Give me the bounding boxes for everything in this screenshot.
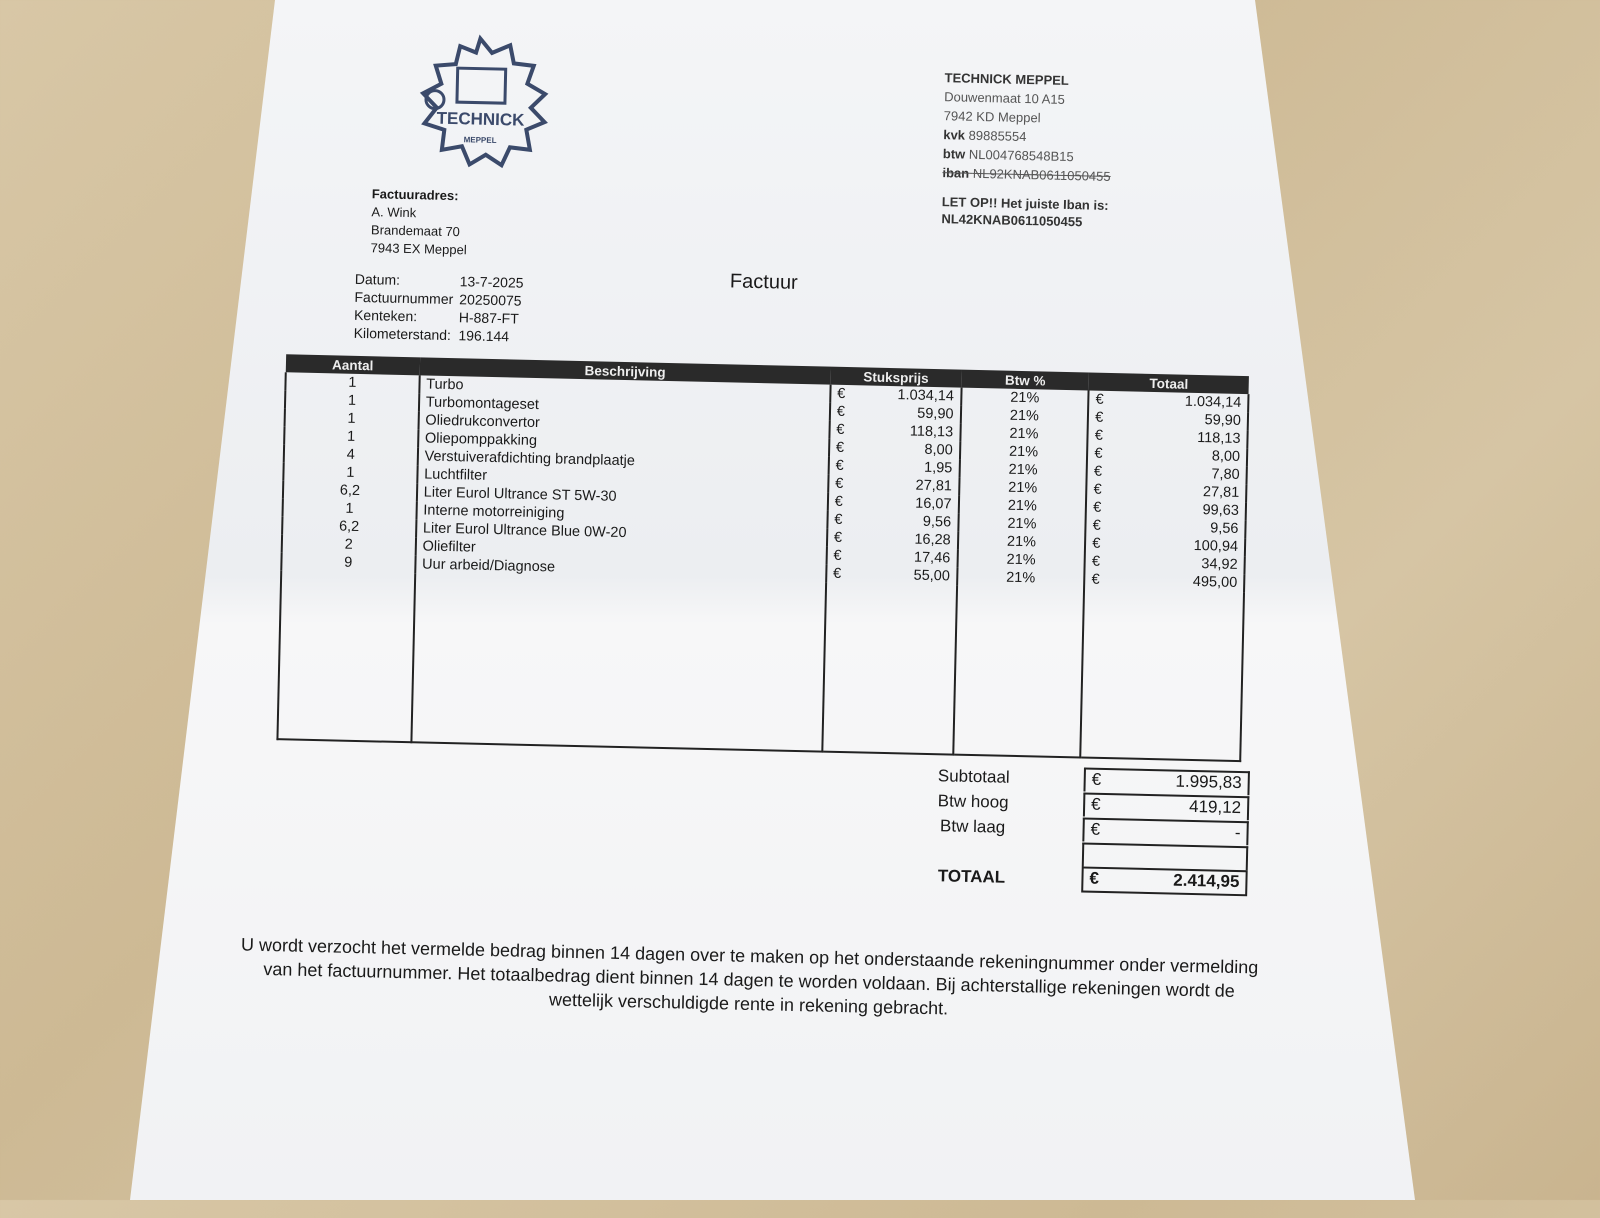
qty-value: 1: [347, 410, 356, 427]
price-value: 17,46: [913, 549, 951, 567]
logo-text: TECHNICK: [436, 108, 525, 130]
qty-value: 6,2: [338, 518, 360, 536]
euro-sign: €: [1092, 517, 1102, 534]
total-value: 59,90: [1204, 412, 1242, 429]
vat-value: 21%: [1006, 569, 1036, 587]
empty-cell: [953, 586, 1085, 758]
iban-notice-text: LET OP!! Het juiste Iban is:: [941, 194, 1109, 213]
cell-price: [826, 565, 957, 586]
meta-label: Kenteken:: [353, 306, 418, 325]
total-value: 1.034,14: [1184, 393, 1242, 411]
qty-value: 2: [344, 536, 353, 553]
kvk-label: kvk: [943, 127, 966, 143]
subtotal-value: 1.995,83: [1175, 771, 1242, 792]
vat-value: 21%: [1007, 497, 1038, 515]
total-value: 7,80: [1211, 466, 1240, 483]
euro-sign: €: [836, 403, 846, 420]
btw-label: btw: [942, 146, 966, 162]
desc-value: Interne motorreiniging: [423, 502, 565, 522]
vat-high-box: [1083, 792, 1250, 820]
vat-low-label: Btw laag: [939, 815, 1006, 837]
billing-name: A. Wink: [371, 204, 417, 221]
total-value: 8,00: [1211, 448, 1241, 465]
total-value: 118,13: [1197, 429, 1241, 447]
euro-sign: €: [1093, 463, 1103, 480]
desc-value: Liter Eurol Ultrance Blue 0W-20: [422, 520, 627, 542]
empty-cell: [411, 573, 826, 751]
total-value: 100,94: [1193, 537, 1239, 555]
filler-row: [277, 570, 1244, 761]
qty-value: 4: [346, 446, 355, 463]
vat-low-value: -: [1234, 822, 1241, 842]
column-header: Totaal: [1089, 373, 1249, 395]
invoice-meta: [353, 270, 529, 346]
qty-value: 1: [345, 500, 354, 517]
meta-value: 13-7-2025: [459, 273, 524, 291]
iban-old: NL92KNAB0611050455: [972, 165, 1111, 184]
desc-value: Turbo: [426, 376, 464, 394]
price-value: 118,13: [909, 423, 954, 441]
vat-low-box: [1082, 817, 1249, 845]
vat-value: 21%: [1007, 515, 1037, 533]
desc-value: Oliepomppakking: [424, 430, 538, 450]
euro-sign: €: [833, 529, 843, 546]
qty-value: 9: [344, 554, 353, 571]
euro-sign: €: [1093, 499, 1102, 516]
qty-value: 1: [348, 374, 357, 391]
column-header: Btw %: [961, 370, 1089, 391]
desc-value: Verstuiverafdichting brandplaatje: [424, 448, 636, 470]
subtotal-box: [1083, 767, 1250, 795]
euro-sign: €: [1090, 794, 1101, 814]
vat-value: 21%: [1008, 443, 1039, 461]
euro-sign: €: [1091, 553, 1101, 570]
company-logo: [397, 31, 560, 175]
company-info: [942, 68, 1113, 186]
price-value: 27,81: [915, 477, 953, 495]
qty-value: 1: [347, 392, 357, 409]
column-header: Stuksprijs: [830, 367, 961, 388]
euro-sign: €: [1094, 445, 1103, 462]
euro-sign: €: [835, 457, 844, 474]
desc-value: Luchtfilter: [423, 466, 488, 484]
euro-sign: €: [834, 511, 843, 528]
total-value: 2.414,95: [1173, 870, 1240, 891]
vat-value: 21%: [1006, 533, 1037, 551]
invoice-title: Factuur: [729, 270, 798, 294]
billing-street: Brandemaat 70: [370, 222, 461, 240]
euro-sign: €: [837, 385, 846, 402]
meta-value: 20250075: [459, 291, 522, 309]
empty-cell: [1081, 588, 1245, 761]
meta-label: Kilometerstand:: [353, 324, 452, 344]
column-header: Aantal: [286, 354, 420, 375]
qty-value: 1: [346, 464, 355, 481]
euro-sign: €: [1091, 571, 1100, 588]
euro-sign: €: [1089, 868, 1100, 888]
euro-sign: €: [1092, 535, 1101, 552]
euro-sign: €: [1090, 819, 1101, 839]
company-name: TECHNICK MEPPEL: [944, 70, 1069, 88]
price-value: 1,95: [923, 459, 953, 477]
price-value: 55,00: [913, 567, 951, 585]
total-label: TOTAAL: [937, 865, 1006, 887]
billing-heading: Factuuradres:: [371, 186, 459, 204]
totals-section: [861, 762, 1250, 896]
company-city: 7942 KD Meppel: [943, 108, 1041, 126]
total-value: 27,81: [1202, 484, 1240, 501]
euro-sign: €: [1091, 769, 1102, 789]
vat-value: 21%: [1008, 479, 1038, 497]
euro-sign: €: [1093, 481, 1102, 498]
logo-subtext: MEPPEL: [463, 135, 497, 146]
column-header: Beschrijving: [419, 357, 830, 384]
total-value: 495,00: [1192, 573, 1238, 591]
empty-cell: [822, 583, 957, 755]
desc-value: Liter Eurol Ultrance ST 5W-30: [423, 484, 617, 505]
vat-value: 21%: [1008, 461, 1038, 479]
desc-value: Oliedrukconvertor: [425, 412, 540, 432]
meta-label: Datum:: [354, 270, 401, 288]
desc-value: Oliefilter: [422, 538, 476, 556]
desc-value: Uur arbeid/Diagnose: [421, 556, 556, 576]
empty-cell: [277, 570, 414, 742]
billing-address: [370, 185, 468, 259]
price-value: 16,28: [914, 531, 951, 549]
euro-sign: €: [1094, 427, 1104, 444]
total-value: 99,63: [1202, 502, 1240, 519]
payment-terms: U wordt verzocht het vermelde bedrag binnen 14 dagen over te maken op het onderstaande rekeningnummer onder vermelding van het factuurnummer. Het totaalbedrag dient binnen 14 dagen te worden voldaan. Bij achterstallige rekeningen wordt de wettelijk verschuldigde rente in rekening gebracht.: [240, 934, 1259, 1019]
euro-sign: €: [834, 493, 844, 510]
vat-value: 21%: [1010, 389, 1040, 407]
price-value: 9,56: [922, 513, 952, 531]
iban-notice: [941, 193, 1109, 231]
vat-value: 21%: [1009, 407, 1040, 425]
total-value: 34,92: [1201, 556, 1238, 573]
vat-value: 21%: [1009, 425, 1039, 443]
total-box: [1081, 866, 1248, 896]
billing-city: 7943 EX Meppel: [370, 240, 467, 258]
price-value: 16,07: [915, 495, 952, 513]
meta-value: H-887-FT: [458, 309, 519, 327]
iban-label: iban: [942, 165, 970, 181]
price-value: 8,00: [924, 441, 953, 459]
euro-sign: €: [832, 565, 842, 582]
vat-high-value: 419,12: [1188, 796, 1242, 817]
euro-sign: €: [835, 439, 845, 456]
vat-high-label: Btw hoog: [937, 790, 1009, 812]
kvk-number: 89885554: [968, 127, 1027, 145]
vat-value: 21%: [1006, 551, 1036, 569]
desc-value: Turbomontageset: [425, 394, 540, 414]
euro-sign: €: [834, 475, 844, 492]
btw-number: NL004768548B15: [968, 146, 1074, 165]
meta-value: 196.144: [458, 327, 510, 345]
price-value: 59,90: [917, 405, 954, 423]
euro-sign: €: [836, 421, 845, 438]
euro-sign: €: [833, 547, 842, 564]
qty-value: 1: [346, 428, 356, 445]
subtotal-label: Subtotaal: [937, 765, 1010, 787]
qty-value: 6,2: [339, 482, 361, 500]
meta-label: Factuurnummer: [354, 288, 454, 308]
euro-sign: €: [1095, 391, 1104, 408]
items-table: [276, 354, 1250, 762]
iban-correct: NL42KNAB0611050455: [941, 211, 1083, 230]
company-street: Douwenmaat 10 A15: [944, 89, 1066, 107]
euro-sign: €: [1095, 409, 1104, 426]
total-value: 9,56: [1210, 520, 1239, 537]
price-value: 1.034,14: [897, 387, 955, 405]
cell-total: [1084, 570, 1244, 592]
